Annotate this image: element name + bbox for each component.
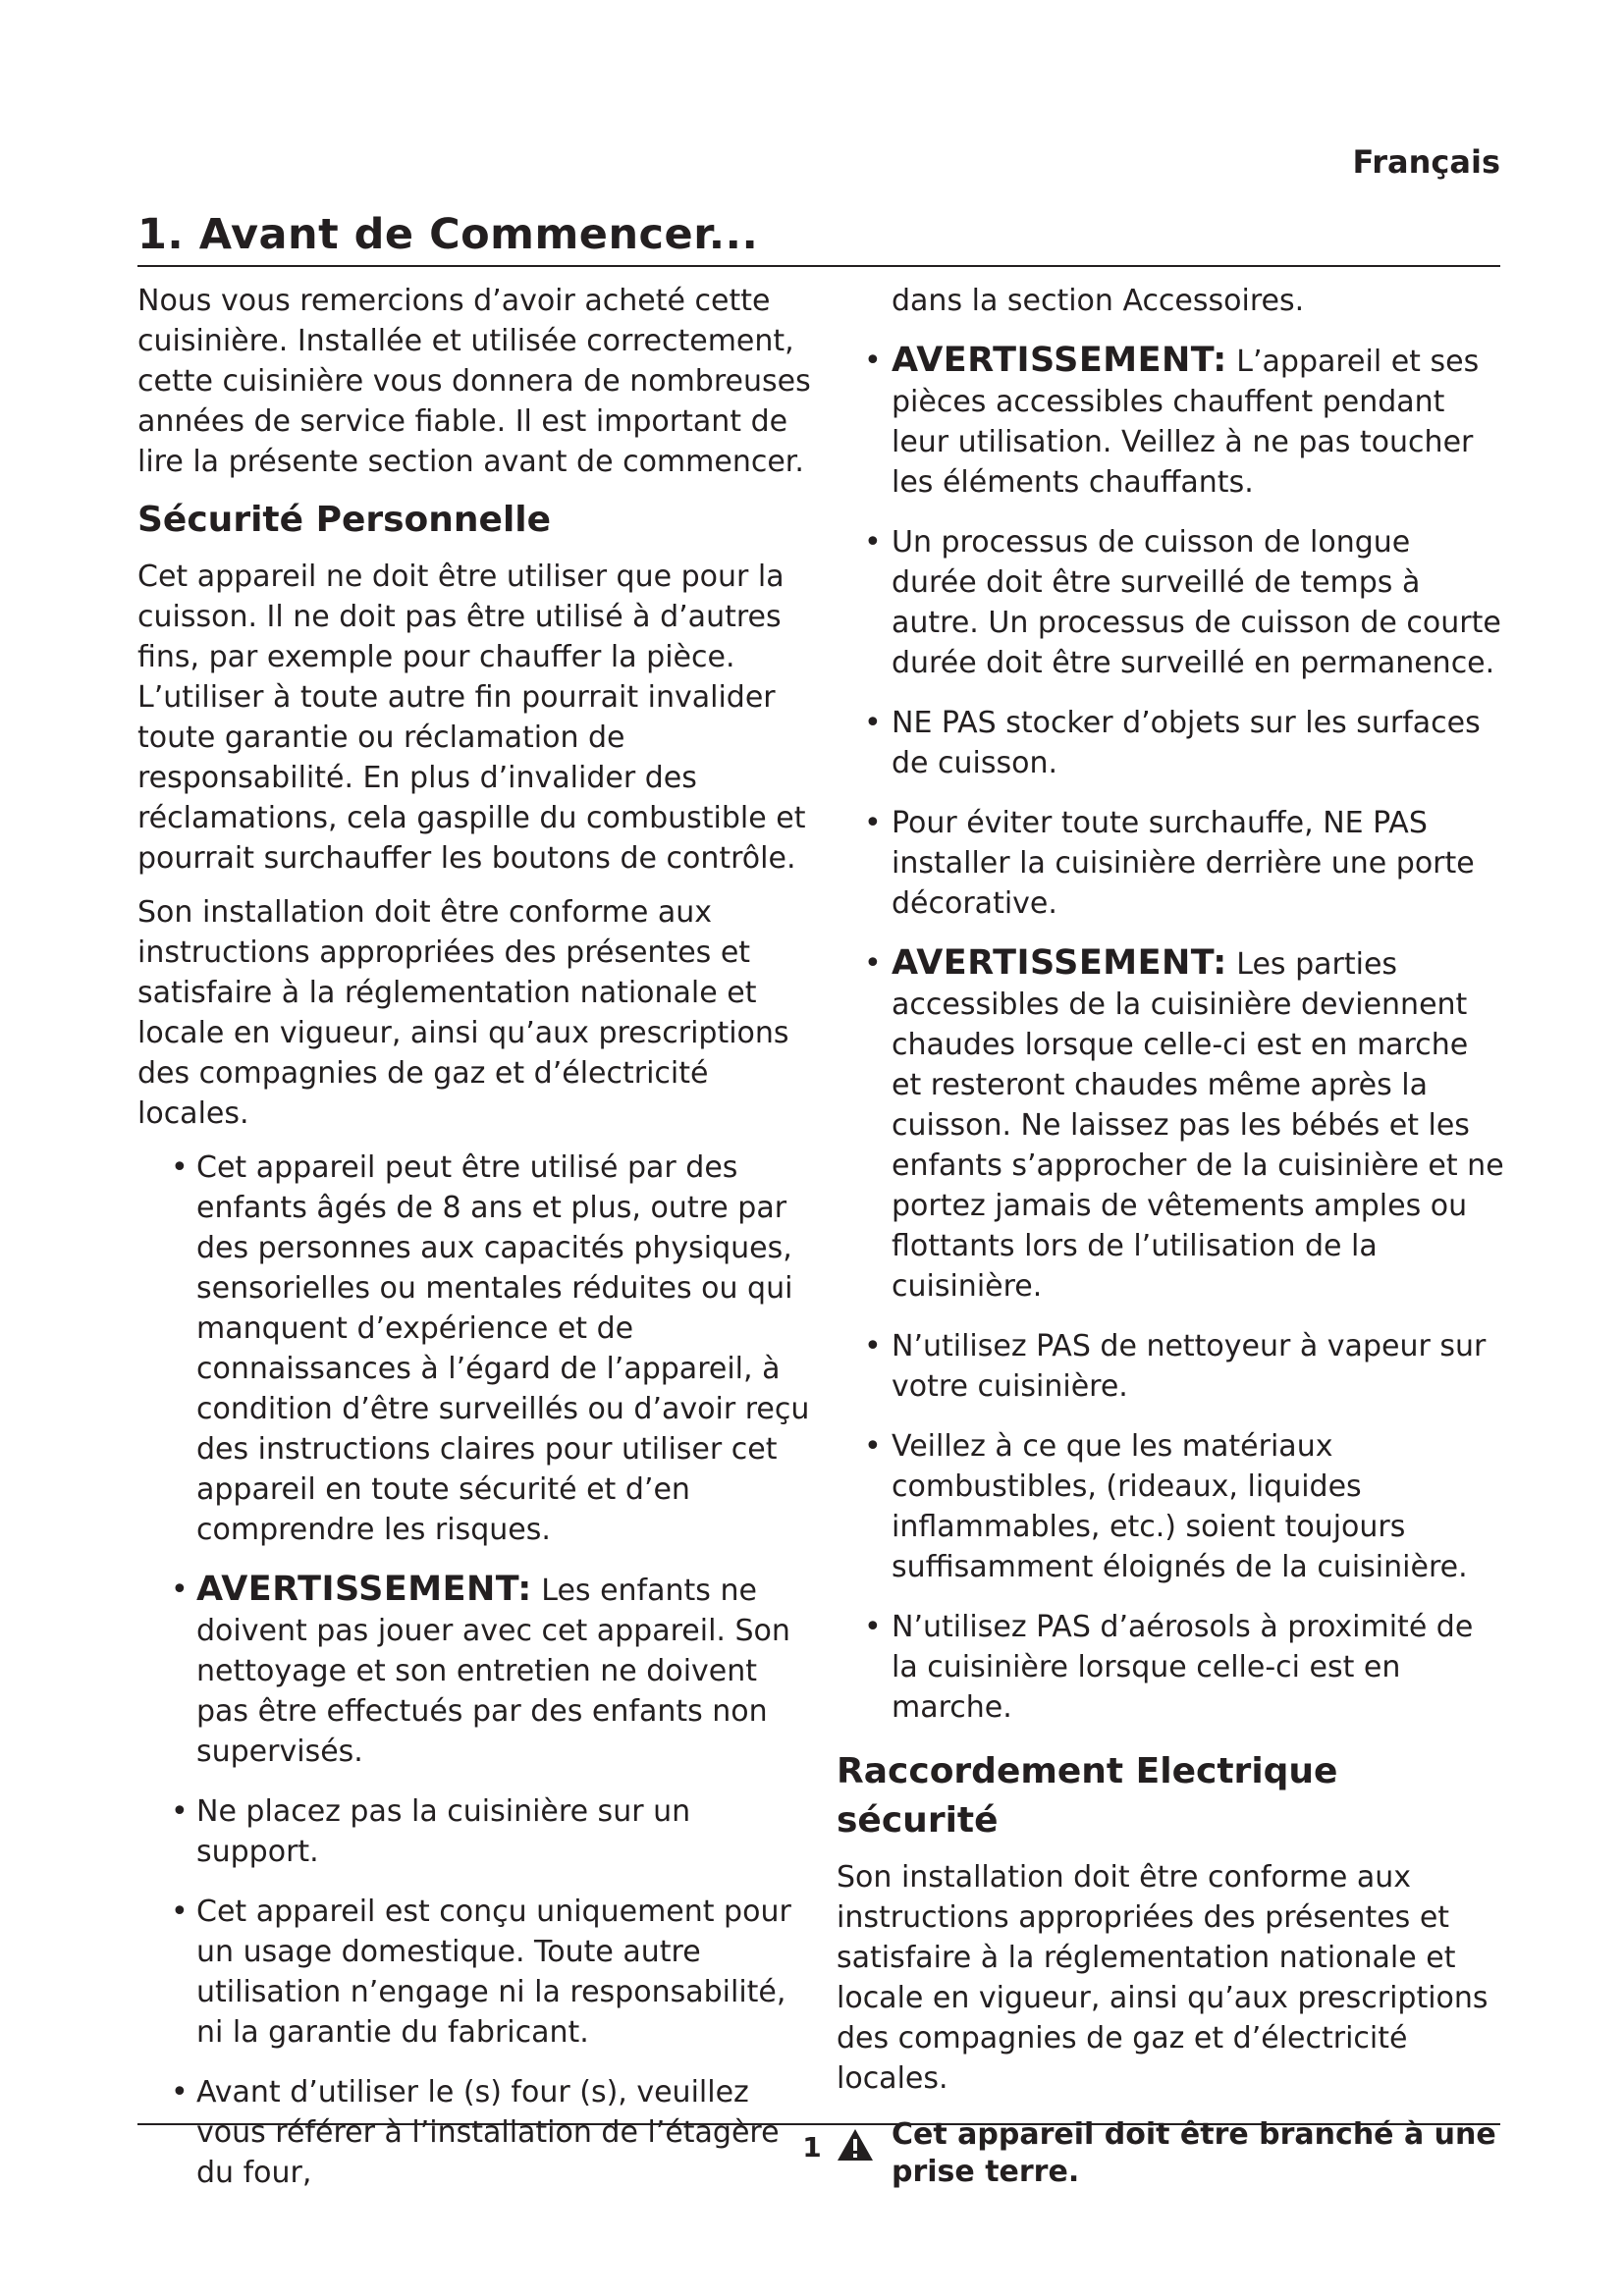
bullet-item	[837, 803, 1504, 924]
page-title: 1. Avant de Commencer...	[137, 210, 759, 259]
bullet-dot-icon: •	[864, 1329, 882, 1363]
warning-text: Les parties accessibles de la cuisinière deviennent chaudes lorsque celle-ci est en marche et resteront chaudes même après la cuisson. Ne laissez pas les bébés et les enfants s’approcher de la cuisinière et ne portez jamais de vêtements amples ou flottants lors de l’utilisation de la cuisinière.	[892, 947, 1504, 1304]
bullet-text: Cet appareil peut être utilisé par des enfants âgés de 8 ans et plus, outre par des personnes aux capacités physiques, sensorielles ou mentales réduites ou qui manquent d’expérience et de connaissances à l’égard de l’appareil, à condition d’être surveillés ou d’avoir reçu des instructions claires pour utiliser cet appareil en toute sécurité et d’en comprendre les risques.	[196, 1150, 810, 1547]
bullet-dot-icon: •	[171, 1794, 189, 1829]
warning-label: AVERTISSEMENT:	[196, 1570, 532, 1609]
bullet-dot-icon: •	[864, 806, 882, 840]
bullet-item	[137, 1791, 815, 1872]
bullet-dot-icon: •	[864, 946, 882, 981]
right-column	[837, 281, 1504, 2191]
bullet-dot-icon: •	[171, 1150, 189, 1185]
header-divider	[137, 265, 1500, 267]
warning-item	[837, 943, 1504, 1307]
page-number: 1	[802, 2131, 822, 2163]
language-label: Français	[1352, 143, 1500, 181]
notice-text: Cet appareil doit être branché à une prise terre.	[892, 2117, 1496, 2189]
bullet-item	[137, 1892, 815, 2053]
bullet-dot-icon: •	[864, 525, 882, 560]
bullet-dot-icon: •	[864, 1610, 882, 1644]
warning-label: AVERTISSEMENT:	[892, 943, 1227, 983]
warning-item	[837, 341, 1504, 503]
bullet-dot-icon: •	[171, 1895, 189, 1929]
warning-text: Les enfants ne doivent pas jouer avec cet appareil. Son nettoyage et son entretien ne doivent pas être effectués par des enfants non supervisés.	[196, 1574, 790, 1769]
bullet-text: Avant d’utiliser le (s) four (s), veuillez vous référer à l’installation de l’étagère du four,	[196, 2075, 780, 2190]
usage-paragraph: Cet appareil ne doit être utiliser que pour la cuisson. Il ne doit pas être utilisé à d’autres fins, par exemple pour chauffer la pièce. L’utiliser à toute autre fin pourrait invalider toute garantie ou réclamation de responsabilité. En plus d’invalider des réclamations, cela gaspille du combustible et pourrait surchauffer les boutons de contrôle.	[137, 560, 806, 876]
intro-paragraph: Nous vous remercions d’avoir acheté cette cuisinière. Installée et utilisée correctement, cette cuisinière vous donnera de nombreuses années de service fiable. Il est important de lire la présente section avant de commencer.	[137, 284, 811, 479]
warning-text: L’appareil et ses pièces accessibles chauffent pendant leur utilisation. Veillez à ne pas toucher les éléments chauffants.	[892, 345, 1480, 500]
bullet-text: Un processus de cuisson de longue durée doit être surveillé de temps à autre. Un processus de cuisson de courte durée doit être surveillé en permanence.	[892, 525, 1501, 680]
warning-item	[137, 1570, 815, 1772]
bullet-text: N’utilisez PAS d’aérosols à proximité de la cuisinière lorsque celle-ci est en marche.	[892, 1610, 1474, 1725]
bullet-text: NE PAS stocker d’objets sur les surfaces de cuisson.	[892, 706, 1481, 780]
electrical-paragraph: Son installation doit être conforme aux instructions appropriées des présentes et satisfaire à la réglementation nationale et locale en vigueur, ainsi qu’aux prescriptions des compagnies de gaz et d’électricité locales.	[837, 1860, 1489, 2096]
bullet-text: Ne placez pas la cuisinière sur un support.	[196, 1794, 691, 1869]
warning-label: AVERTISSEMENT:	[892, 341, 1227, 380]
bullet-text: Pour éviter toute surchauffe, NE PAS installer la cuisinière derrière une porte décorative.	[892, 806, 1475, 921]
bullet-text: Cet appareil est conçu uniquement pour un usage domestique. Toute autre utilisation n’engage ni la responsabilité, ni la garantie du fabricant.	[196, 1895, 791, 2050]
bullet-dot-icon: •	[864, 706, 882, 740]
bullet-dot-icon: •	[171, 2075, 189, 2109]
bullet-dot-icon: •	[864, 1429, 882, 1464]
bullet-dot-icon: •	[171, 1573, 189, 1607]
bullet-text: N’utilisez PAS de nettoyeur à vapeur sur votre cuisinière.	[892, 1329, 1487, 1404]
section-title-securite: Sécurité Personnelle	[137, 500, 552, 540]
bullet-item	[837, 522, 1504, 683]
footer-divider	[137, 2123, 1500, 2125]
bullet-item	[837, 1326, 1504, 1407]
section-title-electrique: Raccordement Electrique sécurité	[837, 1751, 1338, 1841]
left-column	[137, 281, 815, 2213]
bullet-item	[837, 1607, 1504, 1728]
bullet-text: Veillez à ce que les matériaux combustibles, (rideaux, liquides inflammables, etc.) soient toujours suffisamment éloignés de la cuisinière.	[892, 1429, 1468, 1584]
bullet-item	[137, 1148, 815, 1550]
bullet-item	[837, 1426, 1504, 1587]
bullet-item	[837, 703, 1504, 783]
bullet-dot-icon: •	[864, 344, 882, 378]
bullet-continuation: dans la section Accessoires.	[892, 284, 1305, 318]
installation-paragraph: Son installation doit être conforme aux instructions appropriées des présentes et satisfaire à la réglementation nationale et locale en vigueur, ainsi qu’aux prescriptions des compagnies de gaz et d’électricité locales.	[137, 895, 789, 1131]
